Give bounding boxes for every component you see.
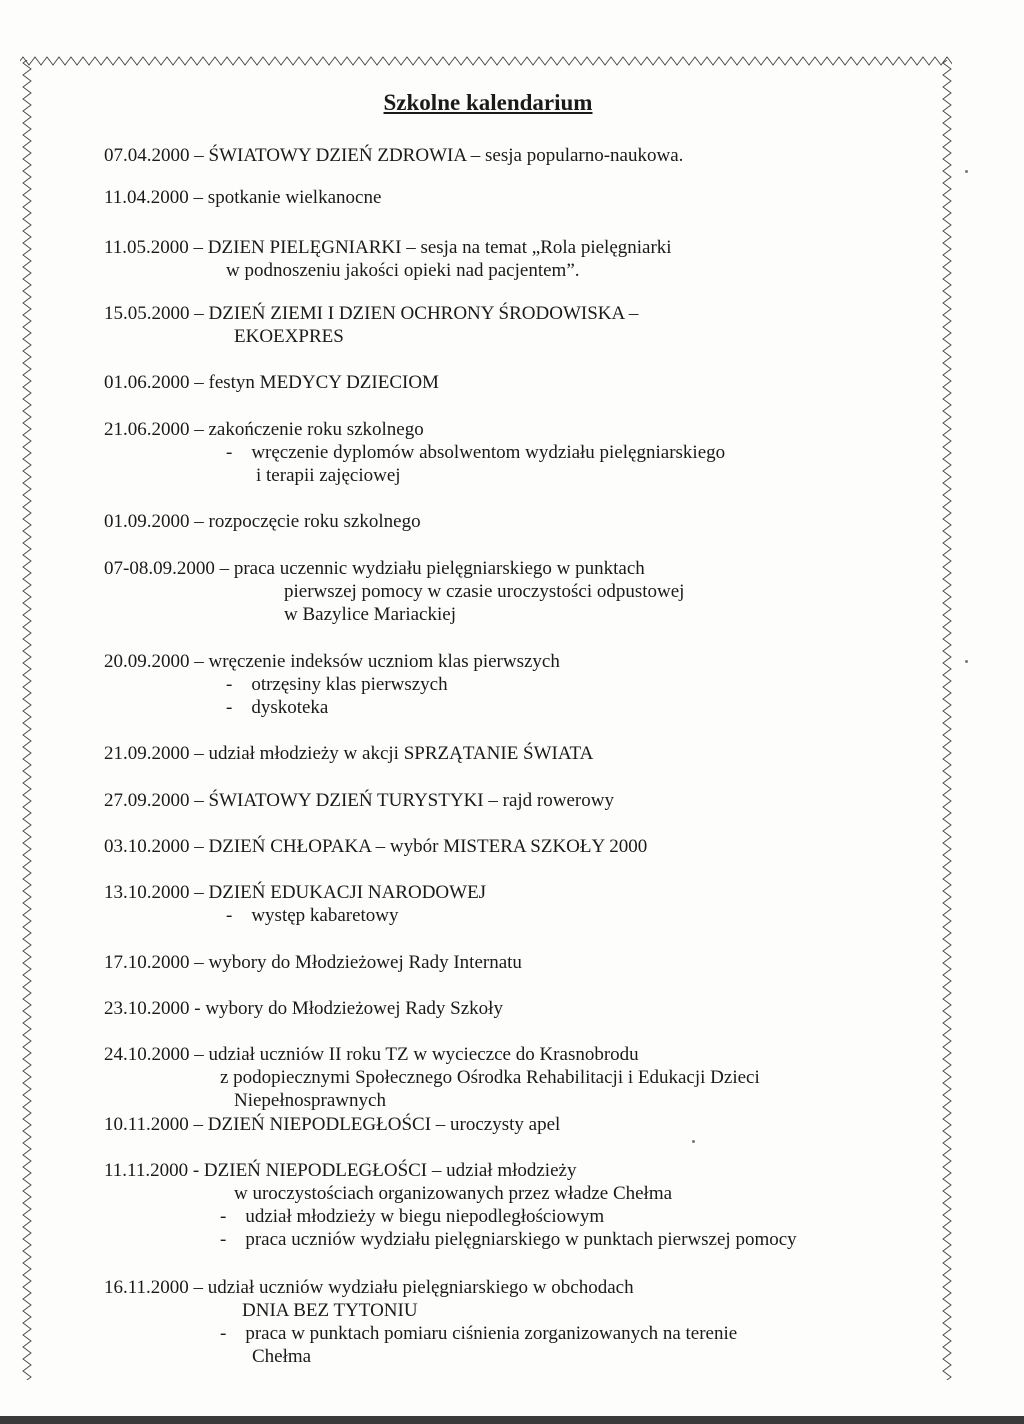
- calendar-entry: [104, 510, 421, 533]
- calendar-entry: [104, 418, 725, 487]
- scan-speck: [692, 1140, 695, 1143]
- calendar-entry: [104, 1276, 737, 1368]
- entry-heading: 07-08.09.2000 – praca uczennic wydziału pielęgniarskiego w punktach: [104, 558, 645, 579]
- entry-line: w uroczystościach organizowanych przez władze Chełma: [234, 1183, 673, 1204]
- entry-line: - praca w punktach pomiaru ciśnienia zorganizowanych na terenie: [220, 1323, 738, 1344]
- entry-heading: 11.05.2000 – DZIEN PIELĘGNIARKI – sesja na temat „Rola pielęgniarki: [104, 237, 672, 258]
- calendar-entry: [104, 650, 560, 719]
- calendar-entry: [104, 236, 672, 282]
- calendar-entry: [104, 371, 439, 394]
- calendar-entry: [104, 557, 684, 626]
- entry-heading: 01.06.2000 – festyn MEDYCY DZIECIOM: [104, 372, 439, 393]
- entry-line: DNIA BEZ TYTONIU: [242, 1300, 418, 1321]
- entry-line: - występ kabaretowy: [226, 905, 399, 926]
- entry-line: - wręczenie dyplomów absolwentom wydziału pielęgniarskiego: [226, 442, 726, 463]
- entry-heading: 23.10.2000 - wybory do Młodzieżowej Rady Szkoły: [104, 998, 503, 1019]
- entry-heading: 24.10.2000 – udział uczniów II roku TZ w wycieczce do Krasnobrodu: [104, 1044, 639, 1065]
- page-title: Szkolne kalendarium: [383, 90, 593, 115]
- calendar-entry: [104, 302, 638, 348]
- entry-line: Chełma: [252, 1346, 312, 1367]
- calendar-entry: [104, 951, 522, 974]
- entry-line: - dyskoteka: [226, 697, 329, 718]
- entry-heading: 11.11.2000 - DZIEŃ NIEPODLEGŁOŚCI – udział młodzieży: [104, 1160, 577, 1181]
- entry-heading: 01.09.2000 – rozpoczęcie roku szkolnego: [104, 511, 421, 532]
- entry-heading: 15.05.2000 – DZIEŃ ZIEMI I DZIEN OCHRONY ŚRODOWISKA –: [104, 303, 639, 324]
- entry-line: pierwszej pomocy w czasie uroczystości odpustowej: [284, 581, 685, 602]
- calendar-entry: [104, 997, 503, 1020]
- decorative-border-top: [20, 54, 952, 68]
- entry-line: EKOEXPRES: [234, 326, 344, 347]
- entry-line: - praca uczniów wydziału pielęgniarskiego w punktach pierwszej pomocy: [220, 1229, 797, 1250]
- entry-heading: 10.11.2000 – DZIEŃ NIEPODLEGŁOŚCI – uroczysty apel: [104, 1114, 561, 1135]
- scan-speck: [965, 170, 968, 173]
- calendar-entry: [104, 144, 683, 167]
- calendar-entry: [104, 1113, 560, 1136]
- entry-heading: 20.09.2000 – wręczenie indeksów uczniom klas pierwszych: [104, 651, 560, 672]
- entry-line: i terapii zajęciowej: [256, 465, 401, 486]
- calendar-entry: [104, 881, 486, 927]
- entry-heading: 21.06.2000 – zakończenie roku szkolnego: [104, 419, 424, 440]
- entry-heading: 11.04.2000 – spotkanie wielkanocne: [104, 187, 382, 208]
- entry-line: z podopiecznymi Społecznego Ośrodka Rehabilitacji i Edukacji Dzieci: [220, 1067, 760, 1088]
- calendar-entry: [104, 1043, 760, 1112]
- calendar-entry: [104, 186, 381, 209]
- scan-edge-bar: [0, 1416, 1024, 1424]
- calendar-entry: [104, 835, 647, 858]
- entry-heading: 27.09.2000 – ŚWIATOWY DZIEŃ TURYSTYKI – rajd rowerowy: [104, 790, 614, 811]
- entry-heading: 17.10.2000 – wybory do Młodzieżowej Rady Internatu: [104, 952, 522, 973]
- entry-line: - udział młodzieży w biegu niepodległościowym: [220, 1206, 605, 1227]
- entry-line: Niepełnosprawnych: [234, 1090, 386, 1111]
- calendar-entry: [104, 789, 614, 812]
- entry-line: w Bazylice Mariackiej: [284, 604, 456, 625]
- calendar-entry: [104, 742, 593, 765]
- entry-heading: 21.09.2000 – udział młodzieży w akcji SPRZĄTANIE ŚWIATA: [104, 743, 594, 764]
- entry-heading: 16.11.2000 – udział uczniów wydziału pielęgniarskiego w obchodach: [104, 1277, 634, 1298]
- entry-heading: 13.10.2000 – DZIEŃ EDUKACJI NARODOWEJ: [104, 882, 487, 903]
- decorative-border-left: [20, 60, 34, 1380]
- decorative-border-right: [940, 60, 954, 1380]
- scan-speck: [965, 660, 968, 663]
- entry-line: - otrzęsiny klas pierwszych: [226, 674, 448, 695]
- entry-heading: 03.10.2000 – DZIEŃ CHŁOPAKA – wybór MISTERA SZKOŁY 2000: [104, 836, 648, 857]
- entry-heading: 07.04.2000 – ŚWIATOWY DZIEŃ ZDROWIA – sesja popularno-naukowa.: [104, 145, 684, 166]
- entry-line: w podnoszeniu jakości opieki nad pacjentem”.: [226, 260, 580, 281]
- calendar-entry: [104, 1159, 797, 1251]
